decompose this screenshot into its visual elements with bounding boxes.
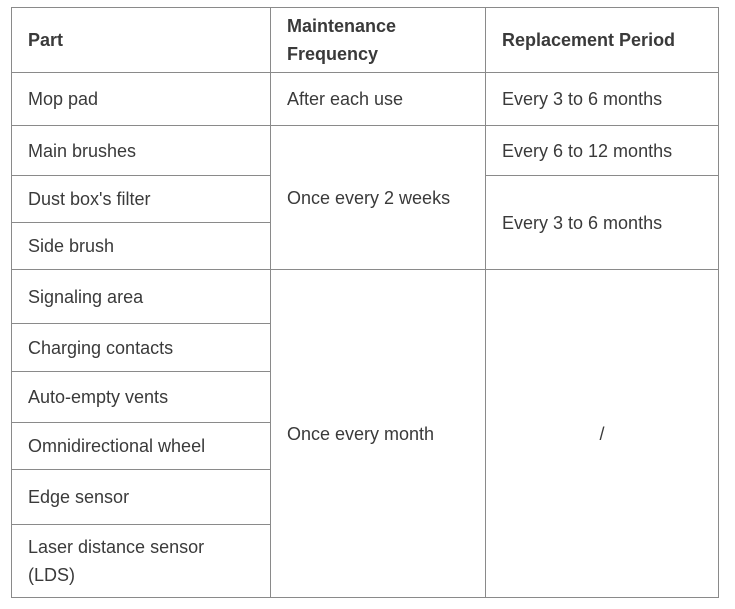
cell-part: Auto-empty vents [12, 372, 271, 423]
cell-part: Signaling area [12, 270, 271, 324]
cell-part: Omnidirectional wheel [12, 423, 271, 470]
cell-replacement-period: Every 6 to 12 months [486, 126, 719, 176]
cell-maintenance-frequency: Once every month [271, 270, 486, 598]
table-header-row [12, 8, 719, 73]
cell-part: Mop pad [12, 73, 271, 126]
maintenance-table [11, 7, 719, 598]
cell-part: Charging contacts [12, 324, 271, 372]
cell-part: Laser distance sensor (LDS) [12, 525, 271, 598]
header-replacement-period: Replacement Period [486, 8, 719, 73]
header-part: Part [12, 8, 271, 73]
table-row [12, 73, 719, 126]
cell-part: Edge sensor [12, 470, 271, 525]
cell-maintenance-frequency: Once every 2 weeks [271, 126, 486, 270]
cell-replacement-period: Every 3 to 6 months [486, 176, 719, 270]
cell-maintenance-frequency: After each use [271, 73, 486, 126]
cell-part: Main brushes [12, 126, 271, 176]
table-row [12, 270, 719, 324]
cell-replacement-period: / [486, 270, 719, 598]
cell-replacement-period: Every 3 to 6 months [486, 73, 719, 126]
cell-part: Side brush [12, 223, 271, 270]
header-maintenance-frequency: Maintenance Frequency [271, 8, 486, 73]
cell-part: Dust box's filter [12, 176, 271, 223]
table-row [12, 126, 719, 176]
